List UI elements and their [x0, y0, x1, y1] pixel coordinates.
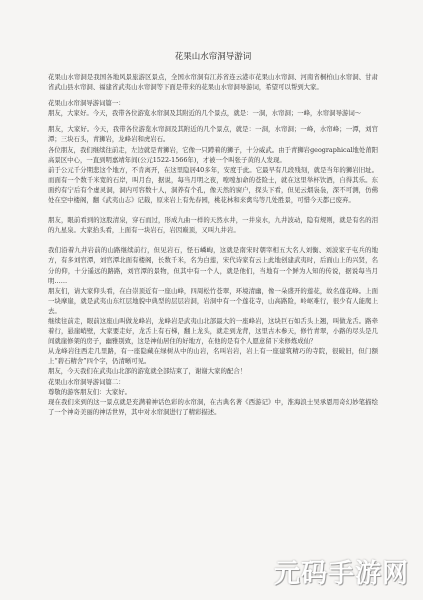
document-title: 花果山水帘洞导游词 — [174, 52, 252, 62]
paragraph-qingshi: 各位朋友，我们继续往前走，左边就是青狮岩，它像一只蹲着的狮子，十分威武。由于青狮岩geographical地处莆阳高景区中心，一直到明嘉靖年间(公元1522-1566年)，才被一个叫张子黄的人发现。 — [48, 145, 378, 164]
paragraph-closing: 朋友，今天我们在武夷山北部的游览就全部结束了，谢谢大家的配合！ — [48, 367, 247, 376]
paragraph-greeting-2: 尊敬的游客朋友们：大家好。 — [48, 387, 132, 396]
paragraph-yuetai: 前于公元千分期悲这个地方，不肯离开，在这里隐居40多年，安度于此。它最早有几段残刻，就是当年的狮岩旧址。而面有一个数千米宽的石岸，叫月台，据说，每当月明之夜，嘡嘡加命的苍险士，就在这里举杯饮酒，自得其乐。东面约有宁后有个虚灵洞，洞内可容数十人，洞养有个孔，像天然的窗户，探头下看，但见云烟袅袅，深不可测，仿佛处在空中楼阁，翻《武夷山志》记载，原来岩上有先春园，桃花林和来禽鸟等几处胜景，可惜今天都已废弃。 — [48, 165, 378, 205]
paragraph-lianhua: 朋友们，请大家仰头看，在白崇顶近有一座山峰，四周松竹苍翠，环境清幽，像一朵盛开的莲花，故名莲花峰。上面一块摩崖，就是武夷山东红层地貌中典型的层层岩洞，岩洞中有一个莲花寺，山高路险，岭岖难行，很少有人能爬上去。 — [48, 286, 378, 315]
paragraph-jiuxing: 朋友，眼前看到的这股清泉，穿石而过，形成九曲一样的天然水井，一井泉水，九井波动，隐有规则，就是有名的泪的九星泉。大家抬头看，上面有一块岩石，岩因巅顶，又叫九井岩。 — [48, 216, 378, 235]
site-watermark: 元码手游网 — [273, 559, 409, 589]
paragraph-jingshe: 从龙峰岩往西走几里路，有一座隐藏在绿树从中的山岩，名叫岩岩，岩上有一座建筑精巧的寺院，很破旧，但门额上“碧石精舍”四个字，仍清晰可见。 — [48, 347, 378, 366]
paragraph-intro: 花果山水帘洞是我国各地风景旅游区景点，全国水帘洞有江苏省连云港市花果山水帘洞、河南省桐柏山水帘洞、甘肃省武山县水帘洞、福建省武夷山水帘洞等下面是带来的花果山水帘洞导游词，希望可以帮到大家。 — [48, 73, 378, 92]
paragraph-overview: 朋友，大家好。今天，我带各位游览水帘洞及其附近的几个景点，就是：一洞，水帘洞；一峰，水帘峰；一潭，刘官潭；三块石头，青狮岩，龙峰岩和虎岩石。 — [48, 125, 378, 144]
document-page — [48, 50, 378, 417]
section-heading-1: 花果山水帘洞导游词篇一： — [48, 99, 125, 108]
paragraph-shuilian: 现在我们来到的这一景点就是充满着神话色彩的水帘洞，在古典名著《西游记》中，淮海浪士吴承恩用奇幻妙笔描绘了一个神奇美丽的神话世界，其中对水帘洞进行了精彩描述。 — [48, 397, 378, 416]
paragraph-greeting: 朋友，大家好。今天，我带各位游览水帘洞及其附近的几个景点，就是：一洞，水帘洞；一峰，水帘洞导游词～ — [48, 109, 362, 118]
paragraph-liuguan: 我们沿着九井岩前的山路继续前行，但见岩石，怪石嶙峋，这就是南宋时朝宰相五大名人刘衡、刘波家子屯兵的地方，有多刘官潭，刘官潭北面有楼阁，长数千米，名为白莲，宋代诗家有云上此地创建武夷时，后面山上的兴贤，名分的仰，十分遥远的路路，刘官潭的景物，但其中有一个人，就是他们，当地有一个鲜为人知的传说，据说每当月明…… — [48, 246, 378, 285]
paragraph-longfeng: 继续往前走，眼前这座山叫做龙峰岩，龙峰岩是武夷山北部最大的一座峰岩，这块巨石如舌头上翘，叫做龙舌。路牵着行，悬崖峭壁，大家要走好，龙舌上有石梯，翻上龙头，就走到龙背，这里古木参天，修竹青翠，小路的尽头是几间就崖修架的房子，幽雅别致，这是神仙居住的好地方，在他的是有个人愿意留下来修炼成仙？ — [48, 316, 378, 346]
section-heading-2: 花果山水帘洞导游词篇二： — [48, 377, 125, 386]
